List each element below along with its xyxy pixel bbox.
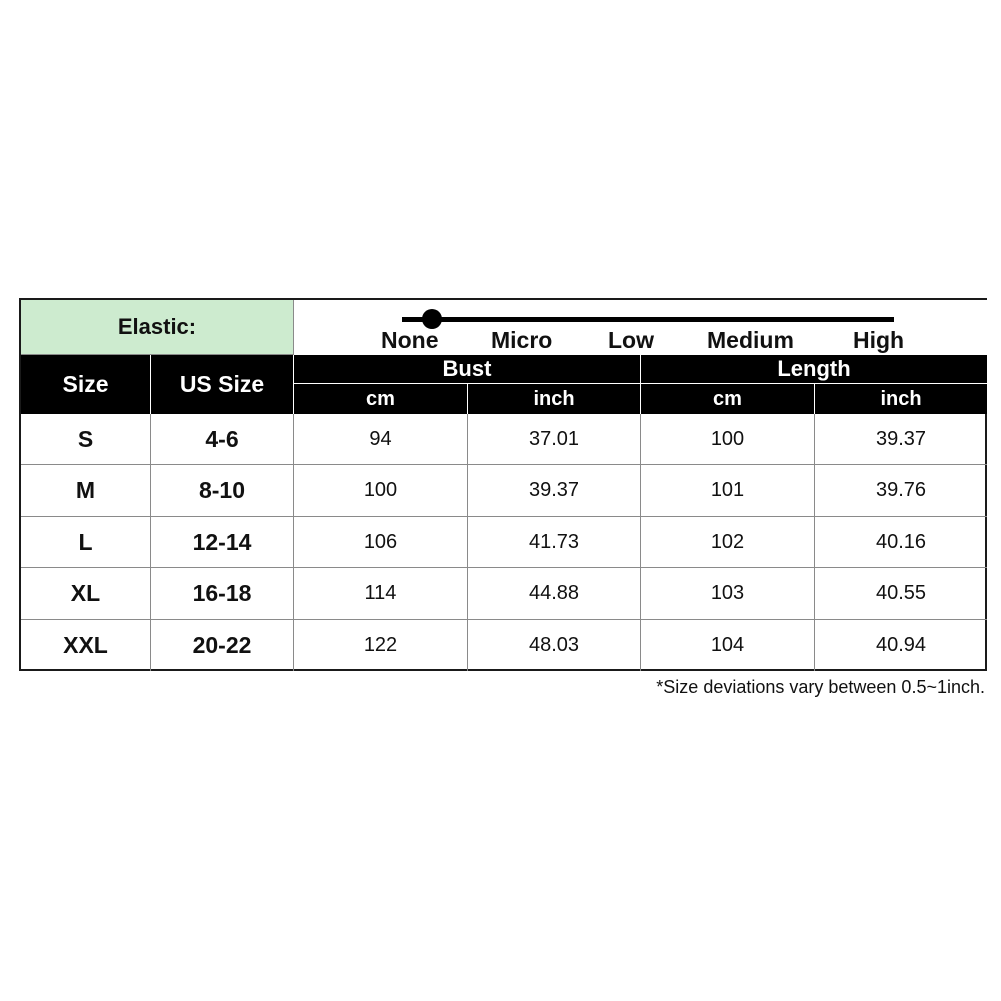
elastic-scale — [294, 300, 987, 355]
table-row-cell-size: S — [21, 414, 151, 465]
table-row-cell-bust-inch: 37.01 — [468, 414, 641, 465]
table-row-cell-bust-inch: 39.37 — [468, 465, 641, 517]
table-row-cell-bust-cm: 94 — [294, 414, 468, 465]
header-length-inch: inch — [815, 384, 987, 414]
table-row-cell-length-cm: 103 — [641, 568, 815, 620]
elastic-scale-line — [402, 317, 894, 322]
table-row-cell-us: 4-6 — [151, 414, 294, 465]
table-row-cell-length-cm: 102 — [641, 517, 815, 568]
table-row-cell-bust-inch: 44.88 — [468, 568, 641, 620]
table-row-cell-bust-cm: 100 — [294, 465, 468, 517]
table-row-cell-length-inch: 39.37 — [815, 414, 987, 465]
table-row-cell-us: 8-10 — [151, 465, 294, 517]
table-row-cell-length-inch: 40.55 — [815, 568, 987, 620]
table-row-cell-size: L — [21, 517, 151, 568]
elastic-scale-indicator — [422, 309, 442, 329]
table-row-cell-bust-cm: 106 — [294, 517, 468, 568]
scale-label-high: High — [853, 327, 905, 353]
size-deviation-note: *Size deviations vary between 0.5~1inch. — [656, 677, 985, 697]
header-length-cm: cm — [641, 384, 815, 414]
table-row-cell-length-cm: 100 — [641, 414, 815, 465]
header-bust: Bust — [294, 355, 641, 384]
header-bust-cm: cm — [294, 384, 468, 414]
table-row-cell-bust-cm: 114 — [294, 568, 468, 620]
table-row-cell-length-inch: 39.76 — [815, 465, 987, 517]
table-row-cell-length-inch: 40.94 — [875, 634, 927, 656]
scale-label-micro: Micro — [491, 327, 553, 353]
table-row-cell-bust-inch: 41.73 — [468, 517, 641, 568]
table-row-cell-us: 12-14 — [151, 517, 294, 568]
table-row-cell-size: M — [21, 465, 151, 517]
table-row-cell-bust-inch: 48.03 — [468, 620, 641, 671]
table-row-cell-size: XXL — [21, 620, 151, 671]
table-row-cell-length-inch: 40.16 — [815, 517, 987, 568]
header-us-size: US Size — [151, 355, 294, 414]
scale-label-low: Low — [608, 327, 654, 353]
table-row-cell-us: 16-18 — [151, 568, 294, 620]
scale-label-none: None — [381, 327, 439, 353]
elastic-label: Elastic: — [21, 300, 294, 355]
header-length: Length — [641, 355, 987, 384]
header-size: Size — [21, 355, 151, 414]
table-row-cell-bust-cm: 122 — [294, 620, 468, 671]
scale-label-medium: Medium — [707, 327, 794, 353]
table-row-cell-size: XL — [21, 568, 151, 620]
header-bust-inch: inch — [468, 384, 641, 414]
table-row-cell-length-cm: 104 — [641, 620, 815, 671]
table-row-cell-us: 20-22 — [151, 620, 294, 671]
size-chart — [19, 298, 987, 671]
table-row-cell-length-cm: 101 — [641, 465, 815, 517]
